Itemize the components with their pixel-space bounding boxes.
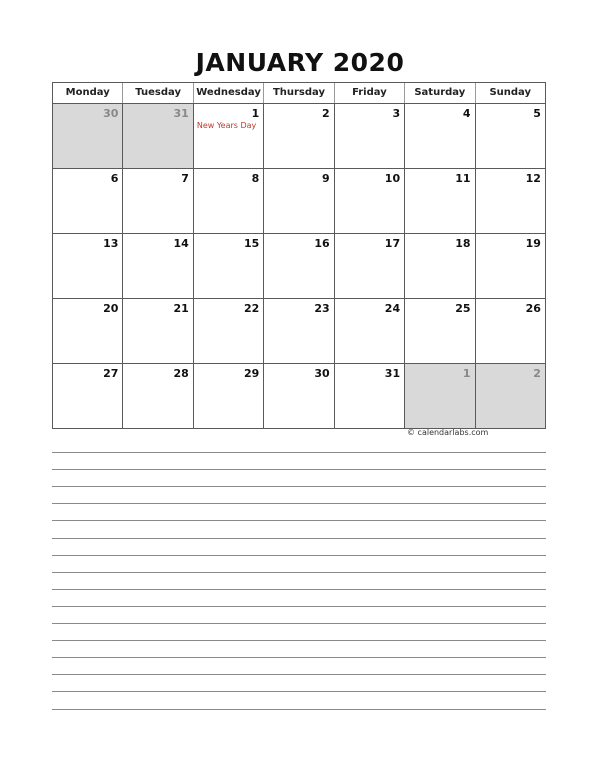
calendarlabs-credit[interactable]: © calendarlabs.com (407, 428, 489, 437)
day-number: 4 (462, 107, 471, 120)
day-cell[interactable] (194, 234, 264, 298)
day-cell[interactable] (476, 234, 545, 298)
week-row (53, 169, 545, 234)
day-cell[interactable] (53, 169, 123, 233)
day-cell[interactable] (405, 234, 475, 298)
day-cell[interactable] (405, 104, 475, 168)
day-number: 19 (525, 237, 541, 250)
note-line[interactable] (52, 624, 546, 641)
weekday-saturday: Saturday (405, 83, 475, 103)
day-number: 31 (384, 367, 401, 380)
day-number: 5 (533, 107, 541, 120)
day-cell[interactable] (123, 299, 193, 363)
weekday-thursday: Thursday (264, 83, 334, 103)
note-line[interactable] (52, 539, 546, 556)
note-line[interactable] (52, 573, 546, 590)
day-number: 15 (243, 237, 260, 250)
week-row (53, 299, 545, 364)
day-cell[interactable] (123, 169, 193, 233)
day-number: 23 (314, 302, 330, 315)
day-cell[interactable] (123, 364, 193, 428)
note-line[interactable] (52, 658, 546, 675)
day-cell[interactable] (194, 299, 264, 363)
day-number: 1 (462, 367, 471, 380)
day-cell-other-month[interactable] (53, 104, 123, 168)
day-number: 13 (103, 237, 119, 250)
day-cell[interactable] (476, 169, 545, 233)
day-cell[interactable] (405, 169, 475, 233)
day-cell[interactable] (264, 234, 334, 298)
day-number: 3 (392, 107, 401, 120)
note-line[interactable] (52, 470, 546, 487)
day-cell[interactable] (335, 364, 405, 428)
day-number: 26 (525, 302, 541, 315)
day-number: 29 (243, 367, 260, 380)
holiday-label: New Years Day (196, 121, 257, 130)
day-cell[interactable] (264, 169, 334, 233)
month-title: JANUARY 2020 (195, 48, 405, 77)
weekday-friday: Friday (335, 83, 405, 103)
day-cell[interactable] (476, 299, 545, 363)
day-number: 1 (251, 107, 260, 120)
note-line[interactable] (52, 521, 546, 538)
note-line[interactable] (52, 590, 546, 607)
day-number: 9 (322, 172, 330, 185)
note-line[interactable] (52, 487, 546, 504)
day-number: 20 (103, 302, 119, 315)
day-number: 11 (455, 172, 471, 185)
day-number: 21 (173, 302, 189, 315)
day-cell-other-month[interactable] (123, 104, 193, 168)
day-number: 28 (173, 367, 189, 380)
day-cell[interactable] (194, 104, 264, 168)
day-number: 6 (110, 172, 119, 185)
day-cell[interactable] (335, 234, 405, 298)
calendar-weeks (53, 104, 545, 428)
day-number: 12 (525, 172, 541, 185)
day-cell[interactable] (194, 169, 264, 233)
day-cell[interactable] (335, 299, 405, 363)
day-cell[interactable] (53, 299, 123, 363)
note-line[interactable] (52, 436, 546, 453)
day-number: 22 (243, 302, 260, 315)
day-cell[interactable] (264, 104, 334, 168)
note-line[interactable] (52, 453, 546, 470)
calendar-grid (52, 82, 546, 429)
notes-lines[interactable] (52, 436, 546, 710)
week-row (53, 104, 545, 169)
day-number: 16 (314, 237, 330, 250)
day-cell[interactable] (194, 364, 264, 428)
day-number: 14 (173, 237, 189, 250)
day-cell[interactable] (264, 364, 334, 428)
weekday-wednesday: Wednesday (194, 83, 264, 103)
day-cell[interactable] (335, 104, 405, 168)
note-line[interactable] (52, 641, 546, 658)
weekday-header (53, 83, 545, 104)
day-cell-other-month[interactable] (405, 364, 475, 428)
day-cell[interactable] (476, 104, 545, 168)
day-number: 8 (251, 172, 260, 185)
day-number: 18 (455, 237, 471, 250)
week-row (53, 234, 545, 299)
day-number: 30 (103, 107, 119, 120)
note-line[interactable] (52, 504, 546, 521)
note-line[interactable] (52, 675, 546, 692)
day-number: 2 (322, 107, 330, 120)
weekday-sunday: Sunday (489, 87, 532, 98)
note-line[interactable] (52, 607, 546, 624)
day-cell[interactable] (53, 234, 123, 298)
day-cell-other-month[interactable] (476, 364, 545, 428)
note-line[interactable] (52, 556, 546, 573)
day-number: 30 (314, 367, 330, 380)
day-number: 17 (384, 237, 401, 250)
day-number: 25 (455, 302, 471, 315)
day-number: 2 (533, 367, 541, 380)
weekday-tuesday: Tuesday (123, 83, 193, 103)
day-number: 7 (181, 172, 189, 185)
day-cell[interactable] (53, 364, 123, 428)
day-number: 27 (103, 367, 119, 380)
day-cell[interactable] (335, 169, 405, 233)
day-cell[interactable] (264, 299, 334, 363)
day-number: 24 (384, 302, 401, 315)
day-number: 10 (384, 172, 401, 185)
day-cell[interactable] (123, 234, 193, 298)
note-line[interactable] (52, 692, 546, 709)
weekday-monday: Monday (53, 83, 123, 103)
week-row (53, 364, 545, 428)
day-cell[interactable] (405, 299, 475, 363)
day-number: 31 (173, 107, 189, 120)
